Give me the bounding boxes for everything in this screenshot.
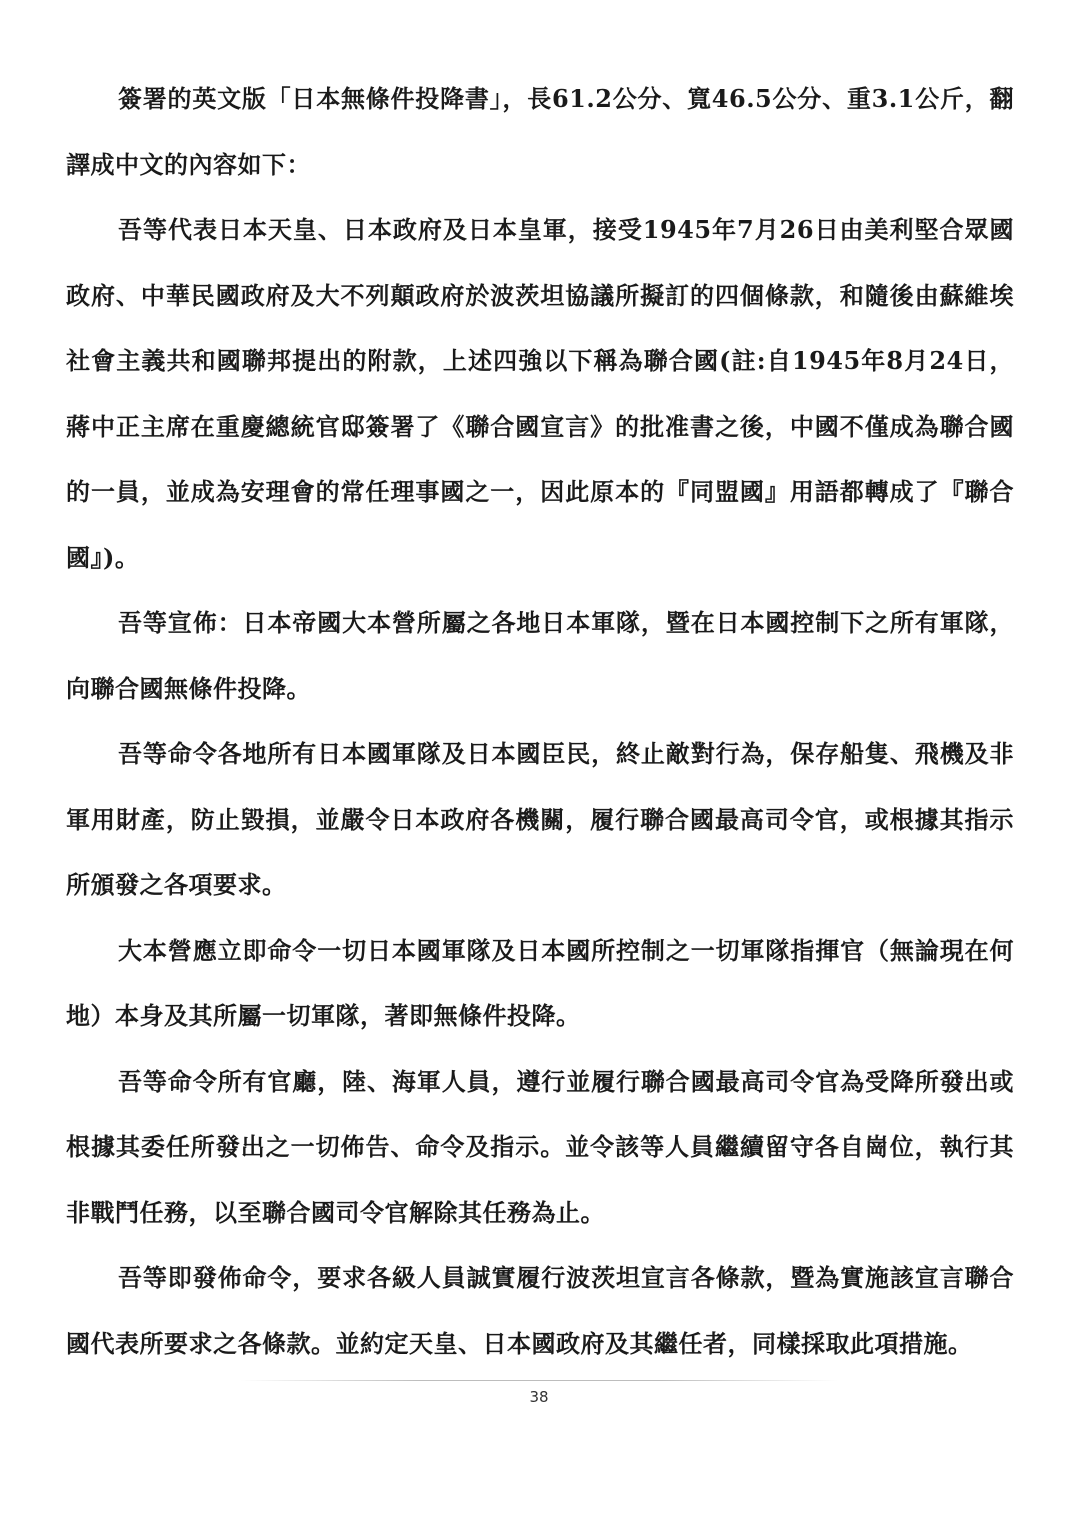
paragraph-7: 吾等即發佈命令，要求各級人員誠實履行波茨坦宣言各條款，暨為實施該宣言聯合國代表所要求之各條款。並約定天皇、日本國政府及其繼任者，同樣採取此項措施。 xyxy=(66,1263,1014,1358)
paragraph-3: 吾等宣佈：日本帝國大本營所屬之各地日本軍隊，暨在日本國控制下之所有軍隊，向聯合國無條件投降。 xyxy=(66,608,1014,703)
footer-divider xyxy=(240,1380,838,1381)
page-number: 38 xyxy=(529,1388,549,1406)
paragraph-2: 吾等代表日本天皇、日本政府及日本皇軍，接受1945年7月26日由美利堅合眾國政府、中華民國政府及大不列顛政府於波茨坦協議所擬訂的四個條款，和隨後由蘇維埃社會主義共和國聯邦提出的附款，上述四強以下稱為聯合國(註:自1945年8月24日，蔣中正主席在重慶總統官邸簽署了《聯合國宣言》的批准書之後，中國不僅成為聯合國的一員，並成為安理會的常任理事國之一，因此原本的『同盟國』用語都轉成了『聯合國』)。 xyxy=(66,215,1014,572)
paragraph-4: 吾等命令各地所有日本國軍隊及日本國臣民，終止敵對行為，保存船隻、飛機及非軍用財產，防止毀損，並嚴令日本政府各機關，履行聯合國最高司令官，或根據其指示所頒發之各項要求。 xyxy=(66,739,1014,899)
paragraph-5: 大本營應立即命令一切日本國軍隊及日本國所控制之一切軍隊指揮官（無論現在何地）本身及其所屬一切軍隊，著即無條件投降。 xyxy=(66,935,1014,1030)
paragraph-1: 簽署的英文版「日本無條件投降書」，長61.2公分、寬46.5公分、重3.1公斤，翻譯成中文的內容如下： xyxy=(66,84,1014,179)
paragraph-6: 吾等命令所有官廳，陸、海軍人員，遵行並履行聯合國最高司令官為受降所發出或根據其委任所發出之一切佈告、命令及指示。並令該等人員繼續留守各自崗位，執行其非戰鬥任務，以至聯合國司令官解除其任務為止。 xyxy=(66,1066,1014,1227)
document-body xyxy=(66,66,1014,1376)
